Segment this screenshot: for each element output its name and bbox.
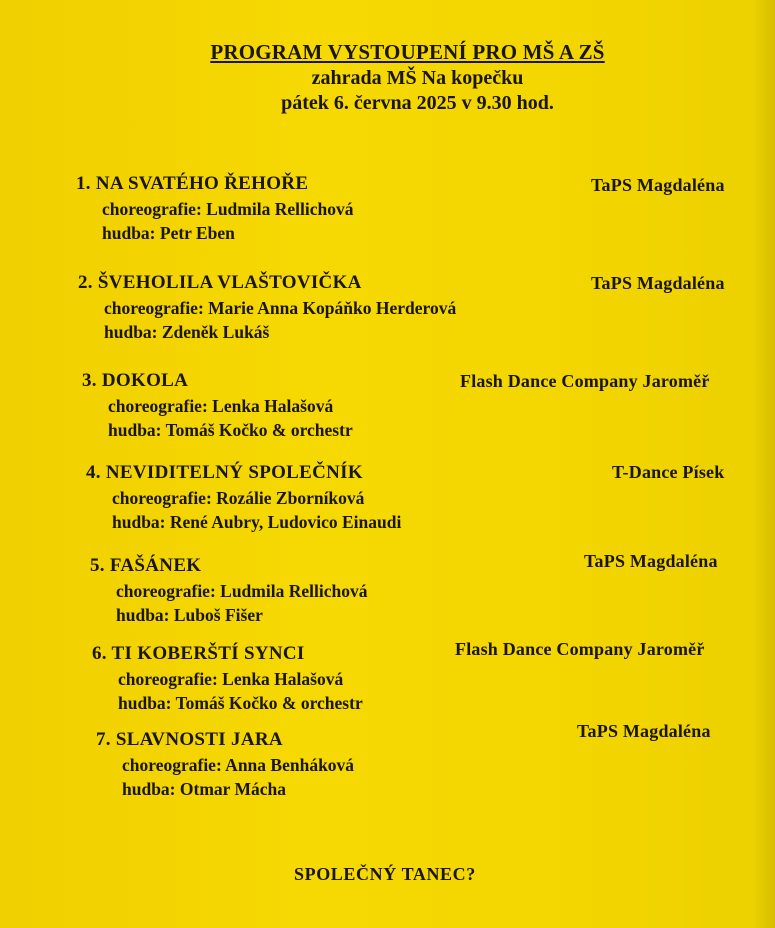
program-title: PROGRAM VYSTOUPENÍ PRO MŠ A ZŠ xyxy=(210,40,605,64)
item-title: 7. SLAVNOSTI JARA xyxy=(96,729,283,750)
item-choreography: choreografie: Ludmila Rellichová xyxy=(102,199,354,219)
item-title: 3. DOKOLA xyxy=(82,370,189,391)
item-choreography: choreografie: Anna Benháková xyxy=(122,755,355,775)
program-item xyxy=(82,370,353,442)
item-music: hudba: Zdeněk Lukáš xyxy=(104,322,270,342)
item-choreography: choreografie: Ludmila Rellichová xyxy=(116,581,368,601)
item-group: TaPS Magdaléna xyxy=(591,273,725,293)
program-item xyxy=(78,272,456,344)
item-choreography: choreografie: Rozálie Zborníková xyxy=(112,488,365,508)
item-title: 6. TI KOBERŠTÍ SYNCI xyxy=(92,643,305,664)
item-music: hudba: Tomáš Kočko & orchestr xyxy=(108,420,353,440)
program-item xyxy=(92,643,363,715)
item-music: hudba: Luboš Fišer xyxy=(116,605,263,625)
item-title: 1. NA SVATÉHO ŘEHOŘE xyxy=(76,173,309,194)
item-choreography: choreografie: Lenka Halašová xyxy=(108,396,334,416)
closing-dance: SPOLEČNÝ TANEC? xyxy=(294,864,476,884)
item-group: TaPS Magdaléna xyxy=(584,551,718,571)
item-group: Flash Dance Company Jaroměř xyxy=(455,639,705,659)
program-item xyxy=(90,555,367,627)
item-group: Flash Dance Company Jaroměř xyxy=(460,371,710,391)
item-group: TaPS Magdaléna xyxy=(577,721,711,741)
program-header xyxy=(0,40,775,115)
program-item xyxy=(76,173,353,245)
program-date: pátek 6. června 2025 v 9.30 hod. xyxy=(281,92,554,114)
item-title: 5. FAŠÁNEK xyxy=(90,555,202,576)
item-music: hudba: Tomáš Kočko & orchestr xyxy=(118,693,363,713)
program-venue: zahrada MŠ Na kopečku xyxy=(311,67,524,89)
program-item xyxy=(96,729,354,801)
item-music: hudba: René Aubry, Ludovico Einaudi xyxy=(112,512,402,532)
item-choreography: choreografie: Marie Anna Kopáňko Herderová xyxy=(104,298,457,318)
item-group: TaPS Magdaléna xyxy=(591,175,725,195)
item-music: hudba: Otmar Mácha xyxy=(122,779,286,799)
item-choreography: choreografie: Lenka Halašová xyxy=(118,669,344,689)
item-group: T-Dance Písek xyxy=(612,462,725,482)
paper-edge-shadow xyxy=(753,0,775,928)
item-music: hudba: Petr Eben xyxy=(102,223,235,243)
item-title: 2. ŠVEHOLILA VLAŠTOVIČKA xyxy=(78,272,362,293)
program-item xyxy=(86,462,401,534)
item-title: 4. NEVIDITELNÝ SPOLEČNÍK xyxy=(86,462,363,483)
